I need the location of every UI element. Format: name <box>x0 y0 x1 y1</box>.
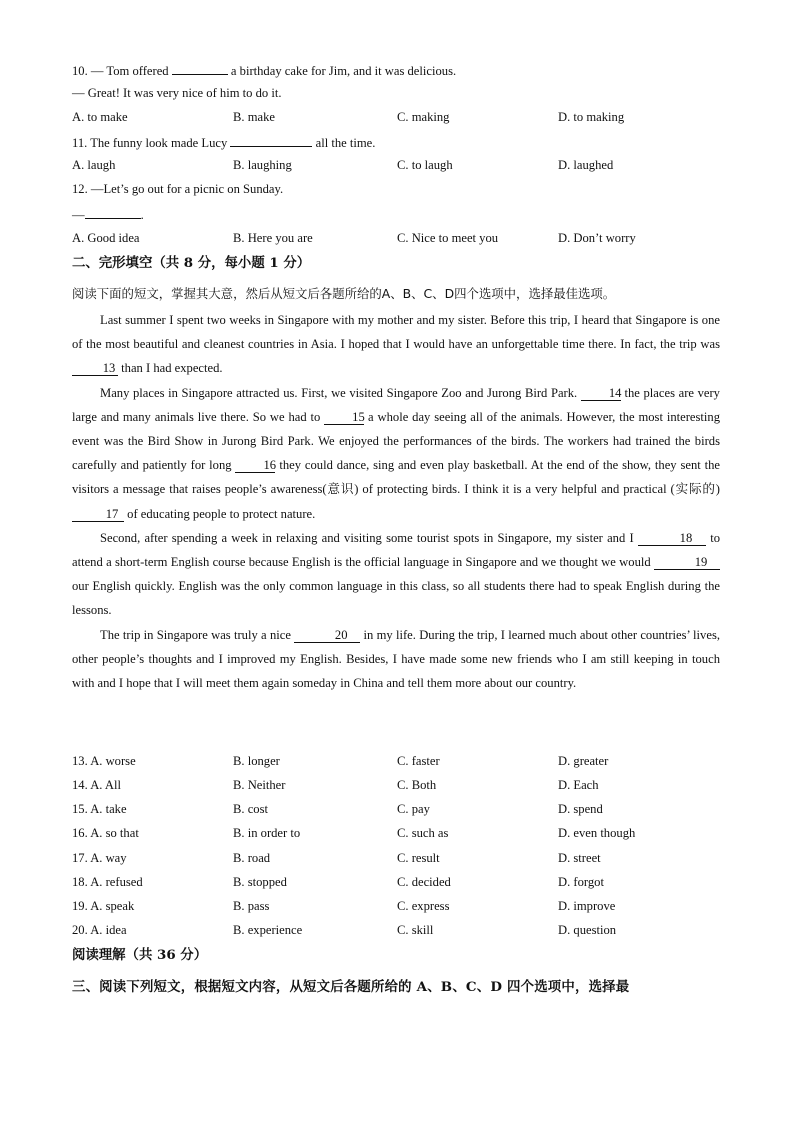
section2-instruction: 阅读下面的短文，掌握其大意，然后从短文后各题所给的A、B、C、D四个选项中，选择最佳选项。 <box>72 286 616 301</box>
q14-option-c: C. Both <box>397 778 437 792</box>
q13-option-a: 13. A. worse <box>72 754 136 768</box>
q19-option-d: D. improve <box>558 899 616 913</box>
blank-18: 18 <box>638 531 706 546</box>
q14-option-b: B. Neither <box>233 778 286 792</box>
q10-reply: — Great! It was very nice of him to do it. <box>72 86 282 100</box>
blank-15: 15 <box>324 410 364 425</box>
q12-options <box>72 230 732 246</box>
q13-option-b: B. longer <box>233 754 280 768</box>
q12-reply-dash: — <box>72 208 85 222</box>
q11-option-b: B. laughing <box>233 158 292 172</box>
cloze-options-18 <box>72 874 732 890</box>
q11-stem-start: 11. The funny look made Lucy <box>72 136 228 150</box>
q10-stem <box>72 61 456 79</box>
q18-option-d: D. forgot <box>558 875 604 889</box>
q15-option-c: C. pay <box>397 802 430 816</box>
q18-option-b: B. stopped <box>233 875 287 889</box>
q11-option-c: C. to laugh <box>397 158 453 172</box>
q10-blank <box>172 61 228 75</box>
blank-19: 19 <box>654 555 720 570</box>
passage-paragraph-4 <box>72 623 720 696</box>
cloze-options-15 <box>72 801 732 817</box>
q16-option-a: 16. A. so that <box>72 826 139 840</box>
q11-options <box>72 157 732 173</box>
p1-text-a: Last summer I spent two weeks in Singapore with my mother and my sister. Before this trip, I heard that Singapore is one of the most beautiful and cleanest countries in Asia. I hoped that I would have an unforgettable time there. In fact, the trip was <box>72 313 720 352</box>
q14-option-d: D. Each <box>558 778 599 792</box>
q10-option-d: D. to making <box>558 110 625 124</box>
cloze-options-20 <box>72 922 732 938</box>
q17-option-b: B. road <box>233 851 271 865</box>
q12-option-b: B. Here you are <box>233 231 313 245</box>
passage-paragraph-2 <box>72 381 720 526</box>
q10-stem-start: 10. — Tom offered <box>72 64 169 78</box>
blank-20: 20 <box>294 628 360 643</box>
blank-14: 14 <box>581 386 621 401</box>
p3-text-a: Second, after spending a week in relaxing and visiting some tourist spots in Singapore, my sister and I <box>100 530 634 545</box>
q16-option-c: C. such as <box>397 826 449 840</box>
q12-option-d: D. Don’t worry <box>558 231 636 245</box>
cloze-options-16 <box>72 825 732 841</box>
q10-option-c: C. making <box>397 110 450 124</box>
q10-options <box>72 109 732 125</box>
p3-text-b: to attend a short-term English course because English is the official language in Singapore and we thought we would <box>72 530 721 570</box>
p2-text-c: a whole day seeing all of the animals. However, the most interesting event was the Bird Show in Jurong Bird Park. We enjoyed the performances of the birds. The workers had trained the birds carefully and patiently for long <box>72 409 720 473</box>
section3-title: 三、阅读下列短文，根据短文内容，从短文后各题所给的 A、B、C、D 四个选项中，选择最 <box>72 979 630 995</box>
q15-option-a: 15. A. take <box>72 802 127 816</box>
p2-text-a: Many places in Singapore attracted us. First, we visited Singapore Zoo and Jurong Bird Park. <box>100 385 578 400</box>
p2-text-d: they could dance, sing and even play basketball. At the end of the show, they sent the visitors a message that raises people’s awareness(意识) of protecting birds. I think it is a very helpful and practical (实际的) <box>72 458 721 497</box>
q15-option-b: B. cost <box>233 802 268 816</box>
q18-option-c: C. decided <box>397 875 451 889</box>
q11-option-a: A. laugh <box>72 158 116 172</box>
q19-option-a: 19. A. speak <box>72 899 135 913</box>
q12-blank <box>85 205 141 219</box>
cloze-passage <box>72 308 720 695</box>
q11-option-d: D. laughed <box>558 158 614 172</box>
q12-stem: 12. —Let’s go out for a picnic on Sunday. <box>72 182 284 196</box>
p3-text-c: our English quickly. English was the only common language in this class, so all students there had to speak English during the lessons. <box>72 579 720 618</box>
q11-stem <box>72 133 375 151</box>
q20-option-a: 20. A. idea <box>72 923 127 937</box>
cloze-options-13 <box>72 753 732 769</box>
q18-option-a: 18. A. refused <box>72 875 143 889</box>
reading-title: 阅读理解（共 36 分） <box>72 947 208 963</box>
cloze-options-17 <box>72 850 732 866</box>
cloze-options-19 <box>72 898 732 914</box>
q12-option-c: C. Nice to meet you <box>397 231 499 245</box>
q12-reply <box>72 205 144 223</box>
q19-option-b: B. pass <box>233 899 270 913</box>
q17-option-d: D. street <box>558 851 601 865</box>
passage-paragraph-3 <box>72 526 720 623</box>
q11-blank <box>230 133 312 147</box>
q17-option-a: 17. A. way <box>72 851 127 865</box>
p4-text-b: in my life. During the trip, I learned much about other countries’ lives, other people’s thoughts and I improved my English. Besides, I have made some new friends who I am still keeping in touch with and I hope that I will meet them again someday in China and tell them more about our country. <box>72 627 720 691</box>
blank-13: 13 <box>72 361 118 376</box>
p4-text-a: The trip in Singapore was truly a nice <box>100 627 291 642</box>
p2-text-e: of educating people to protect nature. <box>127 506 316 521</box>
p1-text-b: than I had expected. <box>121 361 223 376</box>
q12-option-a: A. Good idea <box>72 231 140 245</box>
blank-16: 16 <box>235 458 275 473</box>
q10-option-b: B. make <box>233 110 275 124</box>
cloze-options-14 <box>72 777 732 793</box>
q19-option-c: C. express <box>397 899 450 913</box>
q11-stem-end: all the time. <box>315 136 376 150</box>
q17-option-c: C. result <box>397 851 440 865</box>
section2-title: 二、完形填空（共 8 分，每小题 1 分） <box>72 255 311 271</box>
q10-option-a: A. to make <box>72 110 128 124</box>
q15-option-d: D. spend <box>558 802 603 816</box>
q10-stem-end: a birthday cake for Jim, and it was delicious. <box>230 64 457 78</box>
q13-option-c: C. faster <box>397 754 440 768</box>
q20-option-d: D. question <box>558 923 617 937</box>
q20-option-b: B. experience <box>233 923 303 937</box>
p2-text-b: the places are very large and many animals live there. So we had to <box>72 385 720 424</box>
q20-option-c: C. skill <box>397 923 434 937</box>
q16-option-b: B. in order to <box>233 826 301 840</box>
q13-option-d: D. greater <box>558 754 609 768</box>
q12-reply-end: . <box>140 208 144 222</box>
blank-17: 17 <box>72 507 124 522</box>
q14-option-a: 14. A. All <box>72 778 121 792</box>
passage-paragraph-1 <box>72 308 720 381</box>
q16-option-d: D. even though <box>558 826 636 840</box>
